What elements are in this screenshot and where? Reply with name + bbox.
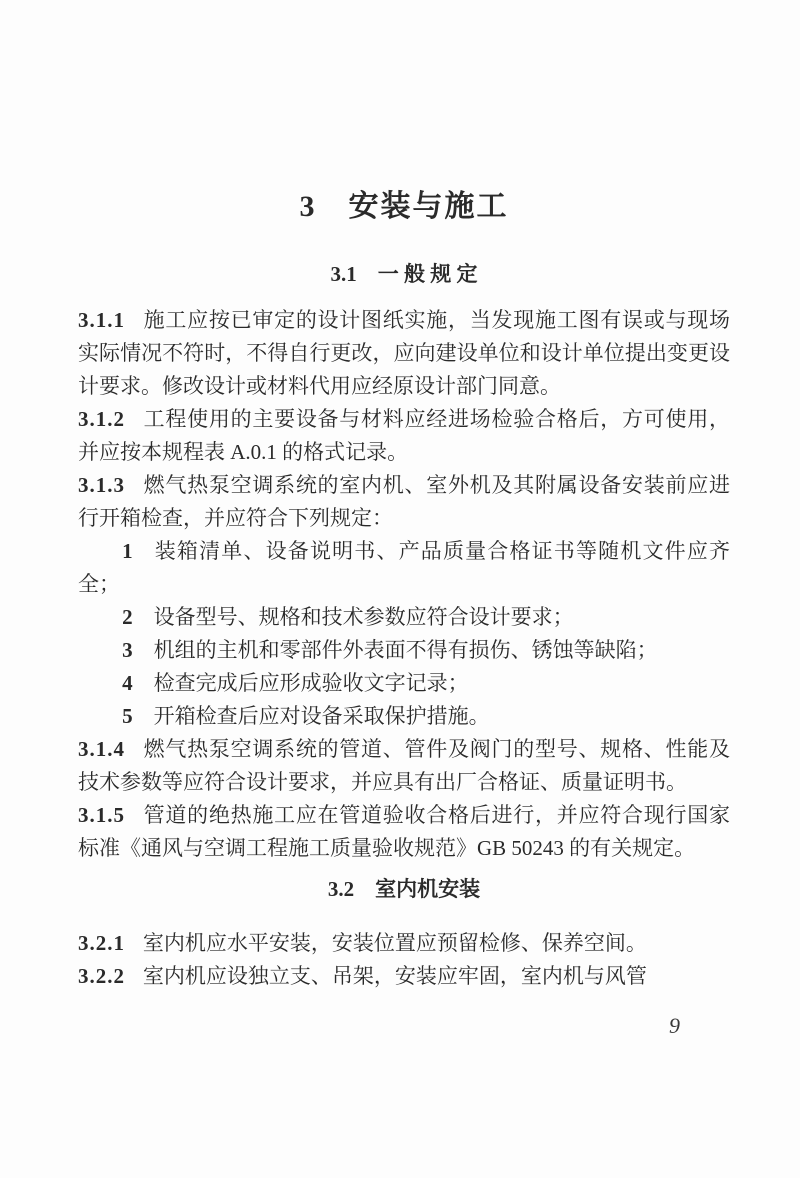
section-3-1-body: [78, 304, 730, 865]
clause-number: 3.2.2: [78, 964, 125, 988]
clause-text: 施工应按已审定的设计图纸实施，当发现施工图有误或与现场实际情况不符时，不得自行更改，应向建设单位和设计单位提出变更设计要求。修改设计或材料代用应经原设计部门同意。: [78, 308, 730, 398]
clause-number: 3.1.5: [78, 803, 125, 827]
clause-3-1-1: [78, 304, 730, 403]
list-item-3: [78, 634, 730, 667]
list-item-text: 设备型号、规格和技术参数应符合设计要求；: [153, 605, 574, 629]
clause-3-1-3: [78, 469, 730, 535]
list-item-text: 机组的主机和零部件外表面不得有损伤、锈蚀等缺陷；: [153, 638, 658, 662]
section-heading-3-2: 3.2 室内机安装: [327, 877, 481, 901]
clause-number: 3.1.4: [78, 737, 125, 761]
list-item-text: 开箱检查后应对设备采取保护措施。: [153, 704, 490, 728]
list-item-1: [78, 535, 730, 601]
list-item-4: [78, 667, 730, 700]
clause-3-1-2: [78, 403, 730, 469]
clause-number: 3.1.2: [78, 407, 125, 431]
list-item-number: 3: [122, 638, 133, 662]
list-item-number: 1: [122, 539, 133, 563]
clause-text: 室内机应设独立支、吊架，安装应牢固，室内机与风管: [142, 964, 647, 988]
list-item-number: 4: [122, 671, 133, 695]
clause-3-2-2: [78, 960, 730, 993]
clause-3-1-5: [78, 799, 730, 865]
list-item-5: [78, 700, 730, 733]
clause-text: 工程使用的主要设备与材料应经进场检验合格后，方可使用，并应按本规程表 A.0.1 的格式记录。: [78, 407, 730, 464]
clause-number: 3.1.3: [78, 473, 125, 497]
page-footer: [78, 1013, 730, 1039]
chapter-title: 3 安装与施工: [299, 190, 509, 223]
clause-number: 3.1.1: [78, 308, 125, 332]
list-item-number: 5: [122, 704, 133, 728]
section-3-2-body: [78, 927, 730, 993]
clause-text: 燃气热泵空调系统的管道、管件及阀门的型号、规格、性能及技术参数等应符合设计要求，并应具有出厂合格证、质量证明书。: [78, 737, 730, 794]
list-item-text: 检查完成后应形成验收文字记录；: [153, 671, 469, 695]
page-number: 9: [669, 1013, 680, 1038]
clause-3-1-4: [78, 733, 730, 799]
clause-number: 3.2.1: [78, 931, 125, 955]
list-item-2: [78, 601, 730, 634]
clause-text: 燃气热泵空调系统的室内机、室外机及其附属设备安装前应进行开箱检查，并应符合下列规定：: [78, 473, 730, 530]
clause-text: 室内机应水平安装，安装位置应预留检修、保养空间。: [142, 931, 647, 955]
clause-3-2-1: [78, 927, 730, 960]
clause-text: 管道的绝热施工应在管道验收合格后进行，并应符合现行国家标准《通风与空调工程施工质量验收规范》GB 50243 的有关规定。: [78, 803, 730, 860]
list-item-text: 装箱清单、设备说明书、产品质量合格证书等随机文件应齐全；: [78, 539, 730, 596]
section-heading-3-1: 3.1 一 般 规 定: [330, 262, 478, 286]
list-item-number: 2: [122, 605, 133, 629]
